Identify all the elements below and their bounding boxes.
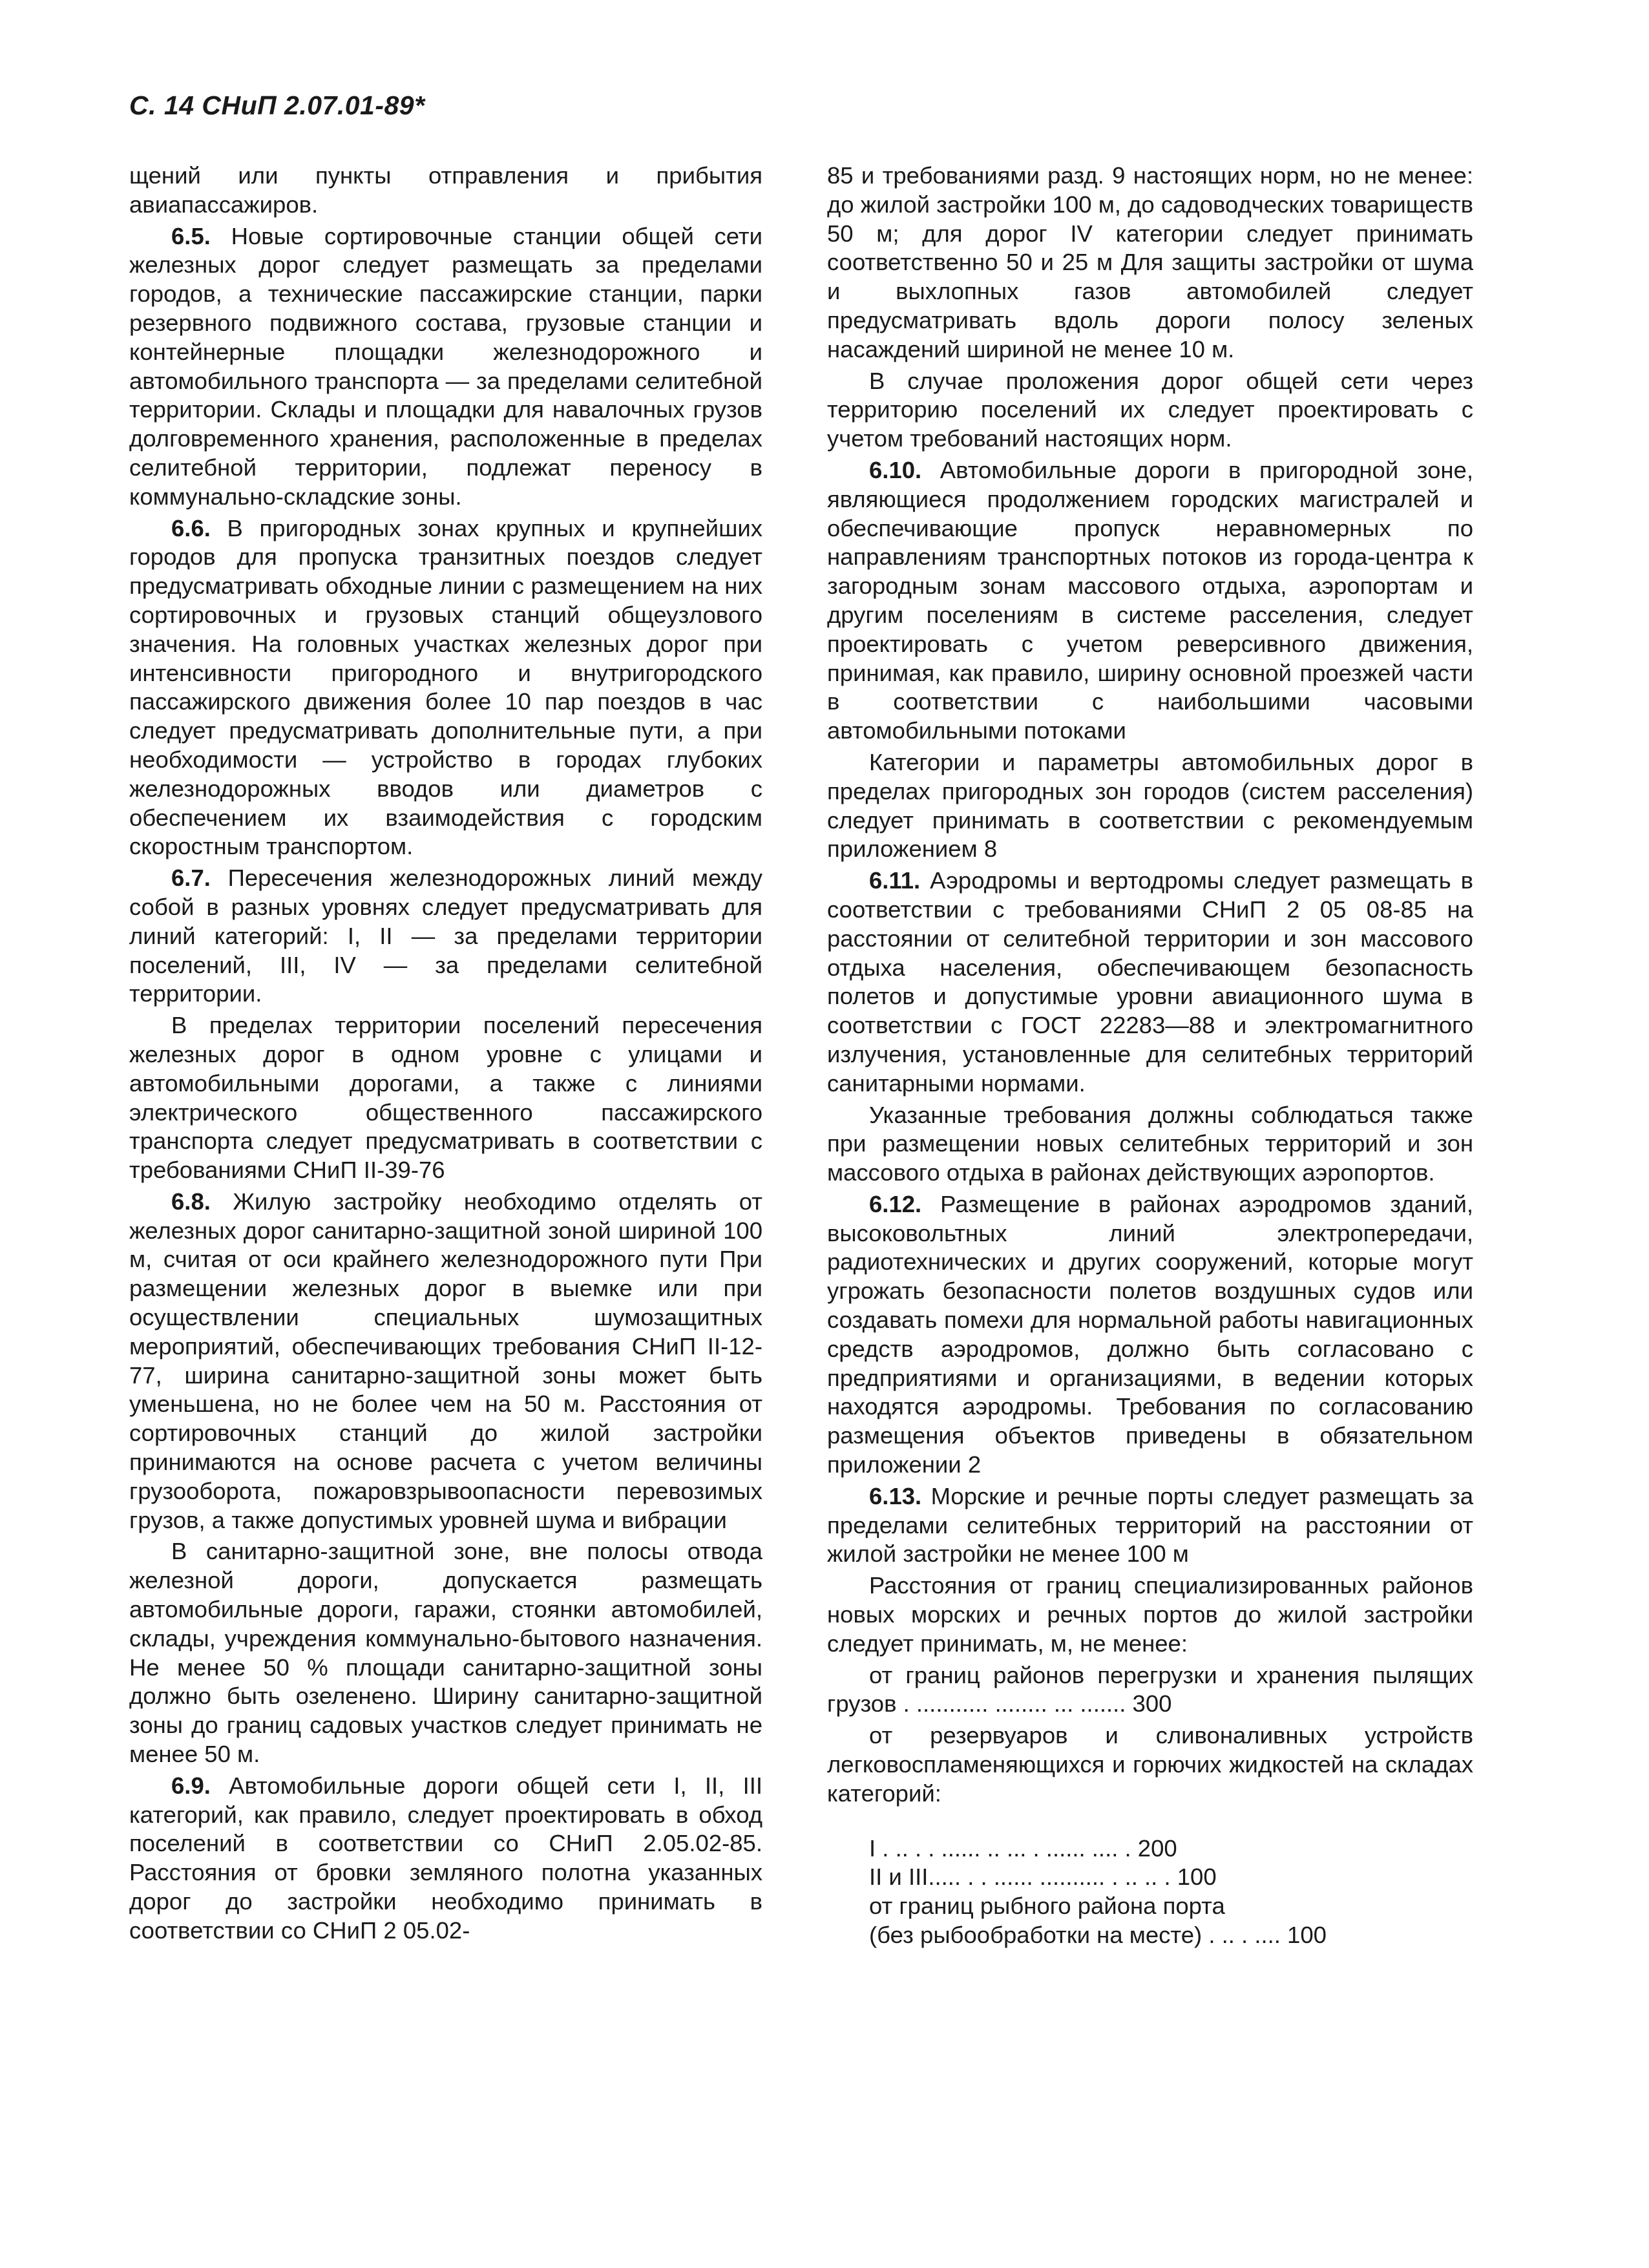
- distance-row: (без рыбообработки на месте) . .. . .... 100: [869, 1922, 1327, 1949]
- distance-row: I . .. . . ...... .. ... . ...... .... . 200: [869, 1834, 1177, 1862]
- paragraph-text: от границ районов перегрузки и хранения пылящих грузов . ........... ........ ... ....... 300: [827, 1661, 1473, 1717]
- distance-list: [869, 1834, 1473, 1950]
- paragraph-text: Указанные требования должны соблюдаться также при размещении новых селитебных территорий и зон массового отдыха в районах действующих аэропортов.: [827, 1101, 1473, 1186]
- paragraph-text: Расстояния от границ специализированных районов новых морских и речных портов до жилой застройки следует принимать, м, не менее:: [827, 1572, 1473, 1657]
- paragraph-text: Размещение в районах аэродромов зданий, высоковольтных линий электропередачи, радиотехнических и других сооружений, которые могут угрожать безопасности полетов воздушных судов или создавать помехи для нормальной работы навигационных средств аэродромов, должно быть согласовано с предприятиями и организациями, в ведении которых находятся аэродромы. Требования по согласованию размещения объектов приведены в обязательном приложении 2: [827, 1190, 1473, 1478]
- paragraph: [129, 514, 762, 862]
- paragraph-text: Морские и речные порты следует размещать за пределами селитебных территорий на расстоянии от жилой застройки не менее 100 м: [827, 1482, 1473, 1568]
- paragraph: [129, 162, 762, 220]
- paragraph-text: от резервуаров и сливоналивных устройств легковоспламеняющихся и горючих жидкостей на складах категорий:: [827, 1722, 1473, 1807]
- paragraph: [827, 1721, 1473, 1808]
- paragraph: [827, 1190, 1473, 1480]
- paragraph: [827, 748, 1473, 864]
- paragraph-text: Аэродромы и вертодромы следует размещать в соответствии с требованиями СНиП 2 05 08-85 на расстоянии от селитебной территории и зон массового отдыха населения, обеспечивающем безопасность полетов и допустимые уровни авиационного шума в соответствии с ГОСТ 22283—88 и электромагнитного излучения, установленные для селитебных территорий санитарными нормами.: [827, 867, 1473, 1097]
- paragraph-text: Жилую застройку необходимо отделять от железных дорог санитарно-защитной зоной шириной 100 м, считая от оси крайнего железнодорожного пути При размещении железных дорог в выемке или при осуществлении специальных шумозащитных мероприятий, обеспечивающих требования СНиП II-12-77, ширина санитарно-защитной зоны может быть уменьшена, но не более чем на 50 м. Расстояния от сортировочных станций до жилой застройки принимаются на основе расчета с учетом величины грузооборота, пожаровзрывоопасности перевозимых грузов, а также допустимых уровней шума и вибрации: [129, 1188, 762, 1533]
- paragraph-text: щений или пункты отправления и прибытия авиапассажиров.: [129, 162, 762, 218]
- paragraph: [827, 367, 1473, 454]
- paragraph-text: Новые сортировочные станции общей сети железных дорог следует размещать за пределами городов, а технические пассажирские станции, парки резервного подвижного состава, грузовые станции и контейнерные площадки железнодорожного и автомобильного транспорта — за пределами селитебной территории. Склады и площадки для навалочных грузов долговременного хранения, расположенные в пределах селитебной территории, подлежат переносу в коммунально-складские зоны.: [129, 222, 762, 510]
- clause-number: 6.13.: [869, 1482, 922, 1509]
- paragraph-text: 85 и требованиями разд. 9 настоящих норм, но не менее: до жилой застройки 100 м, до садоводческих товариществ 50 м; для дорог IV категории следует принимать соответственно 50 и 25 м Для защиты застройки от шума и выхлопных газов автомобилей следует предусматривать вдоль дороги полосу зеленых насаждений шириной не менее 10 м.: [827, 162, 1473, 362]
- clause-number: 6.11.: [869, 867, 921, 894]
- paragraph: [827, 1661, 1473, 1719]
- clause-number: 6.8.: [171, 1188, 211, 1215]
- paragraph: [827, 1571, 1473, 1658]
- clause-number: 6.6.: [171, 514, 211, 541]
- distance-row: от границ рыбного района порта: [869, 1893, 1225, 1920]
- left-column: [129, 162, 762, 1948]
- page-header: С. 14 СНиП 2.07.01-89*: [129, 90, 425, 120]
- paragraph-text: В санитарно-защитной зоне, вне полосы отвода железной дороги, допускается размещать автомобильные дороги, гаражи, стоянки автомобилей, склады, учреждения коммунально-бытового назначения. Не менее 50 % площади санитарно-защитной зоны должно быть озеленено. Ширину санитарно-защитной зоны до границ садовых участков следует принимать не менее 50 м.: [129, 1538, 762, 1768]
- paragraph-text: Автомобильные дороги общей сети I, II, III категорий, как правило, следует проектировать в обход поселений в соответствии со СНиП 2.05.02-85. Расстояния от бровки земляного полотна указанных дорог до застройки необходимо принимать в соответствии со СНиП 2 05.02-: [129, 1772, 762, 1944]
- clause-number: 6.5.: [171, 222, 211, 249]
- paragraph: [827, 866, 1473, 1098]
- paragraph: [827, 1482, 1473, 1569]
- paragraph-text: Категории и параметры автомобильных дорог в пределах пригородных зон городов (систем расселения) следует принимать в соответствии с рекомендуемым приложением 8: [827, 748, 1473, 863]
- distance-row: II и III..... . . ...... .......... . .. .. . 100: [869, 1864, 1217, 1891]
- paragraph: [827, 456, 1473, 746]
- clause-number: 6.9.: [171, 1772, 211, 1799]
- paragraph: [129, 1537, 762, 1769]
- paragraph: [129, 1011, 762, 1185]
- paragraph-text: В пределах территории поселений пересечения железных дорог в одном уровне с улицами и автомобильными дорогами, а также с линиями электрического общественного пассажирского транспорта следует предусматривать в соответствии с требованиями СНиП II-39-76: [129, 1012, 762, 1184]
- paragraph: [129, 864, 762, 1009]
- right-column: [827, 162, 1473, 1950]
- paragraph: [129, 1772, 762, 1946]
- clause-number: 6.7.: [171, 865, 211, 892]
- paragraph-text: Автомобильные дороги в пригородной зоне, являющиеся продолжением городских магистралей и обеспечивающие пропуск неравномерных по направлениям транспортных потоков из города-центра к загородным зонам массового отдыха, аэропортам и другим поселениям в системе расселения, следует проектировать с учетом реверсивного движения, принимая, как правило, ширину основной проезжей части в соответствии с наибольшими часовыми автомобильными потоками: [827, 456, 1473, 744]
- paragraph-text: В пригородных зонах крупных и крупнейших городов для пропуска транзитных поездов следует предусматривать обходные линии с размещением на них сортировочных и грузовых станций общеузлового значения. На головных участках железных дорог при интенсивности пригородного и внутригородского пассажирского движения более 10 пар поездов в час следует предусматривать дополнительные пути, а при необходимости — устройство в городах глубоких железнодорожных вводов или диаметров с обеспечением их взаимодействия с городским скоростным транспортом.: [129, 514, 762, 860]
- paragraph-text: Пересечения железнодорожных линий между собой в разных уровнях следует предусматривать для линий категорий: I, II — за пределами территории поселений, III, IV — за пределами селитебной территории.: [129, 865, 762, 1007]
- clause-number: 6.10.: [869, 456, 922, 483]
- right-paragraphs: [827, 162, 1473, 1809]
- paragraph: [129, 222, 762, 512]
- paragraph: [827, 1101, 1473, 1188]
- clause-number: 6.12.: [869, 1190, 922, 1217]
- paragraph-text: В случае проложения дорог общей сети через территорию поселений их следует проектировать с учетом требований настоящих норм.: [827, 367, 1473, 452]
- paragraph: [827, 162, 1473, 364]
- paragraph: [129, 1188, 762, 1535]
